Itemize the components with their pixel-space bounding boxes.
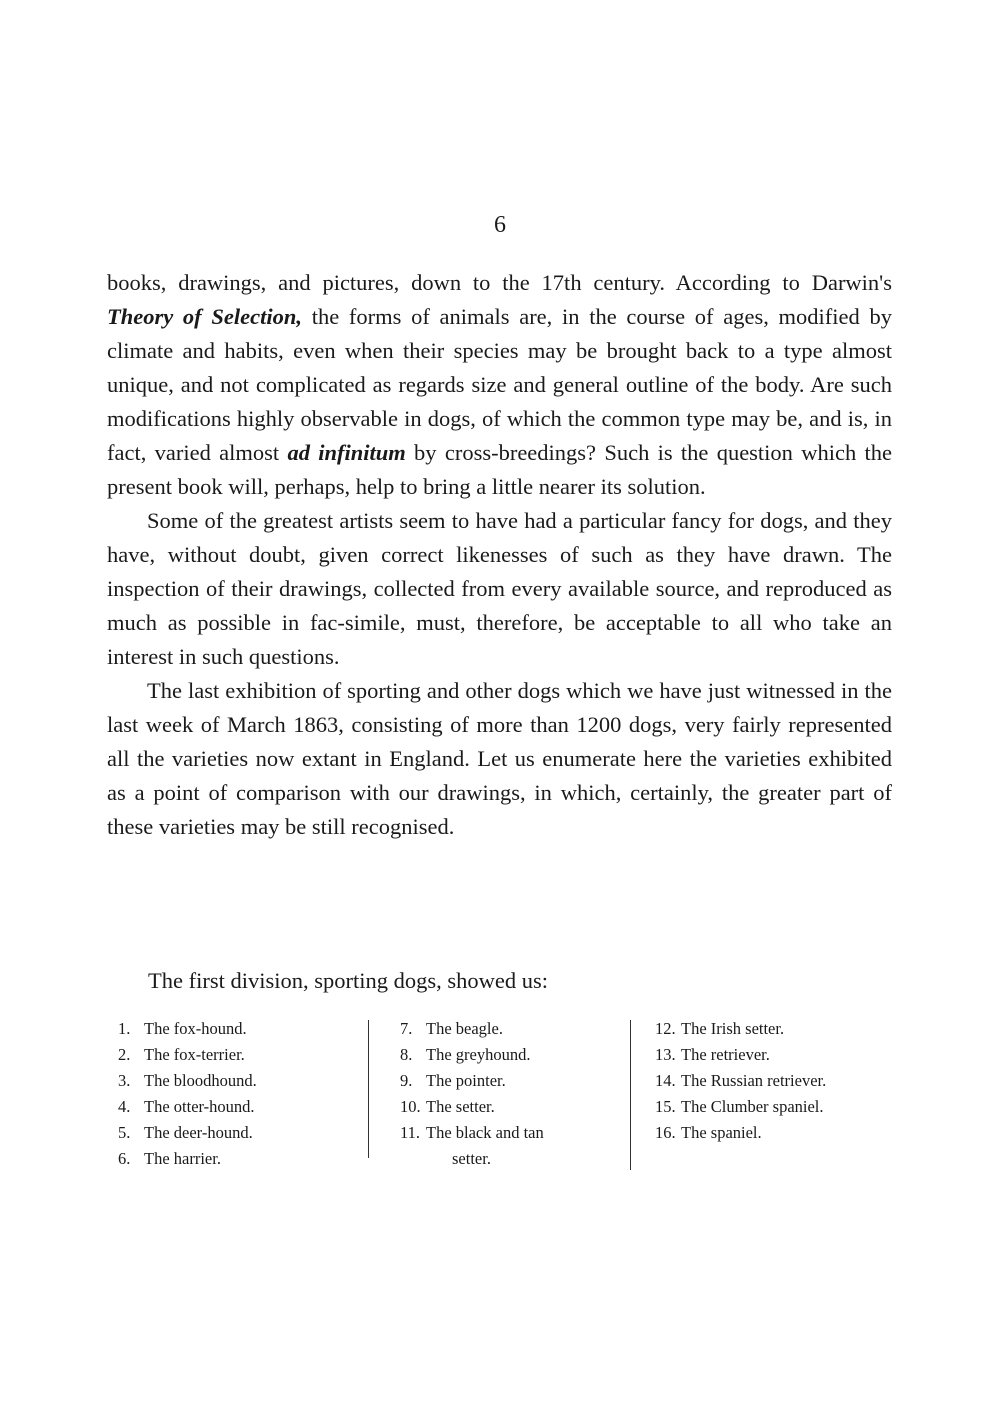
item-name: The retriever. <box>681 1045 770 1064</box>
item-number: 1. <box>118 1019 131 1038</box>
book-title-theory-of-selection: Theory of Selection, <box>107 304 302 329</box>
item-name: The pointer. <box>426 1071 506 1090</box>
list-item <box>655 1094 915 1120</box>
latin-phrase: ad infinitum <box>287 440 406 465</box>
list-item <box>655 1068 915 1094</box>
list-column-2 <box>400 1016 620 1172</box>
item-name: The harrier. <box>144 1149 221 1168</box>
item-number: 14. <box>655 1071 676 1090</box>
paragraph-1-part-a: books, drawings, and pictures, down to the 17th century. According to Darwin's <box>107 270 892 295</box>
paragraph-2: Some of the greatest artists seem to have had a particular fancy for dogs, and they have, without doubt, given correct likenesses of such as they have drawn. The inspection of their drawings, collected from every available source, and reproduced as much as possible in fac-simile, must, therefore, be acceptable to all who take an interest in such questions. <box>107 508 892 669</box>
list-item <box>400 1042 620 1068</box>
column-divider-2 <box>630 1020 631 1170</box>
item-number: 11. <box>400 1123 421 1142</box>
paragraph-1-part-b: the forms of animals are, in the course of ages, modified by climate and habits, even when their species may be brought back to a type almost unique, and not complicated as regards size and general outline of the body. Are such modifications highly observable in dogs, of which the common type may be, and is, in fact, varied almost <box>107 304 892 465</box>
item-number: 3. <box>118 1071 131 1090</box>
item-name: The Russian retriever. <box>681 1071 827 1090</box>
item-name: The Irish setter. <box>681 1019 785 1038</box>
item-name: The deer-hound. <box>144 1123 253 1142</box>
item-name: The spaniel. <box>681 1123 762 1142</box>
page-number: 6 <box>494 212 506 238</box>
list-column-1 <box>118 1016 358 1172</box>
item-name: The fox-hound. <box>144 1019 247 1038</box>
item-number: 4. <box>118 1097 131 1116</box>
list-item <box>400 1016 620 1042</box>
item-name: The black and tan <box>426 1123 544 1142</box>
item-number: 7. <box>400 1019 413 1038</box>
item-number: 9. <box>400 1071 413 1090</box>
item-name: The fox-terrier. <box>144 1045 245 1064</box>
item-number: 16. <box>655 1123 676 1142</box>
list-column-3 <box>655 1016 915 1146</box>
list-item <box>118 1016 358 1042</box>
list-item <box>655 1042 915 1068</box>
item-number: 15. <box>655 1097 676 1116</box>
item-number: 10. <box>400 1097 421 1116</box>
item-number: 12. <box>655 1019 676 1038</box>
list-item <box>118 1094 358 1120</box>
paragraph-1 <box>107 266 892 504</box>
list-item <box>118 1068 358 1094</box>
column-divider-1 <box>368 1020 369 1158</box>
item-name: The setter. <box>426 1097 495 1116</box>
list-item <box>655 1120 915 1146</box>
item-number: 6. <box>118 1149 131 1168</box>
division-heading: The first division, sporting dogs, showed us: <box>148 968 548 993</box>
item-number: 13. <box>655 1045 676 1064</box>
body-text <box>107 266 892 844</box>
list-item <box>118 1120 358 1146</box>
list-item <box>400 1068 620 1094</box>
item-name: The Clumber spaniel. <box>681 1097 824 1116</box>
item-name: The beagle. <box>426 1019 503 1038</box>
item-name: The otter-hound. <box>144 1097 255 1116</box>
item-number: 2. <box>118 1045 131 1064</box>
list-item <box>400 1094 620 1120</box>
item-name: The bloodhound. <box>144 1071 257 1090</box>
list-item <box>400 1120 620 1172</box>
item-name-continuation: setter. <box>452 1149 491 1168</box>
paragraph-3: The last exhibition of sporting and other dogs which we have just witnessed in the last week of March 1863, consisting of more than 1200 dogs, very fairly represented all the varieties now extant in England. Let us enumerate here the varieties exhibited as a point of comparison with our drawings, in which, certainly, the greater part of these varieties may be still recognised. <box>107 678 892 839</box>
list-item <box>118 1146 358 1172</box>
item-number: 8. <box>400 1045 413 1064</box>
paragraph-1-part-c: by cross-breedings? Such is the question which the present book will, perhaps, help to bring a little nearer its solution. <box>107 440 892 499</box>
list-item <box>655 1016 915 1042</box>
item-number: 5. <box>118 1123 131 1142</box>
list-item <box>118 1042 358 1068</box>
item-name: The greyhound. <box>426 1045 531 1064</box>
